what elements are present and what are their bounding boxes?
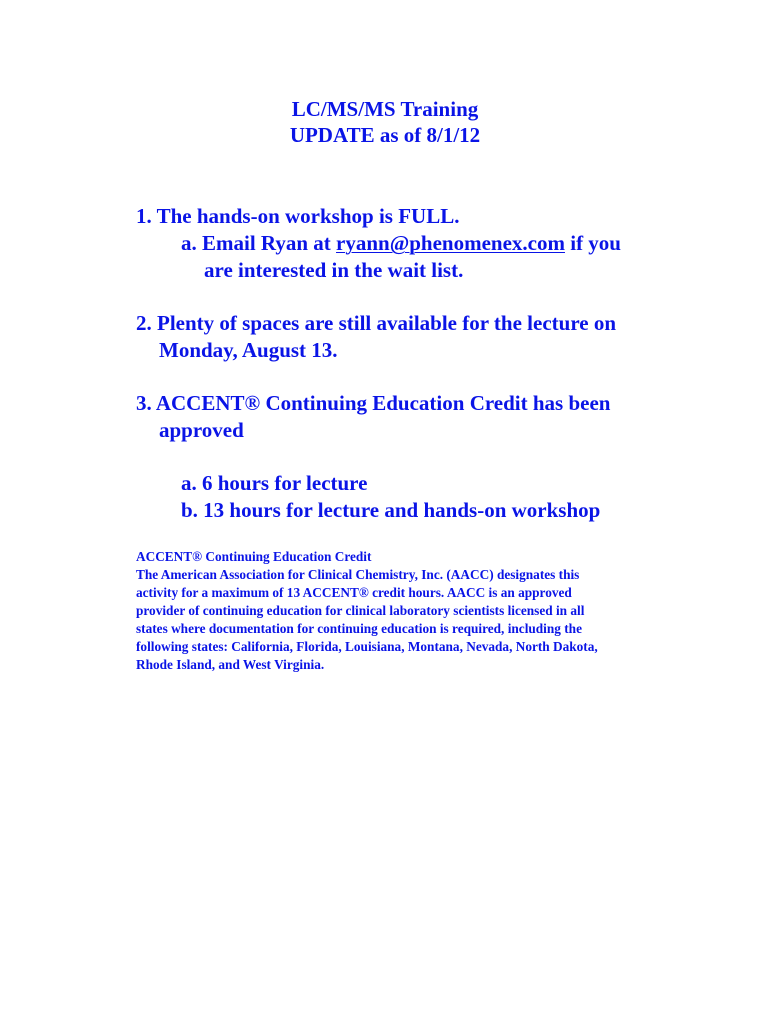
document-title: LC/MS/MS Training xyxy=(291,97,479,121)
item-3b-workshop-hours: b. 13 hours for lecture and hands-on workshop xyxy=(181,498,601,522)
item-3a-lecture-hours: a. 6 hours for lecture xyxy=(181,471,368,495)
item-1a-email-instruction xyxy=(181,230,621,257)
fine-print-heading: ACCENT® Continuing Education Credit xyxy=(136,549,372,564)
fine-print-line: Rhode Island, and West Virginia. xyxy=(136,657,325,672)
fine-print-line: activity for a maximum of 13 ACCENT® credit hours. AACC is an approved xyxy=(136,585,572,600)
fine-print-line: The American Association for Clinical Chemistry, Inc. (AACC) designates this xyxy=(136,567,580,582)
item-1a-prefix: a. Email Ryan at xyxy=(181,231,337,255)
item-1a-wait-list-text: are interested in the wait list. xyxy=(204,258,464,282)
item-2-lecture-spaces: 2. Plenty of spaces are still available for the lecture on xyxy=(136,311,617,335)
fine-print-line: states where documentation for continuing education is required, including the xyxy=(136,621,582,636)
item-1a-suffix: if you xyxy=(564,231,621,255)
item-3-approved: approved xyxy=(159,418,244,442)
item-1-workshop-full: 1. The hands-on workshop is FULL. xyxy=(136,204,460,228)
email-link-ryann[interactable]: ryann@phenomenex.com xyxy=(336,231,565,255)
fine-print-line: following states: California, Florida, Louisiana, Montana, Nevada, North Dakota, xyxy=(136,639,598,654)
update-date-subtitle: UPDATE as of 8/1/12 xyxy=(289,123,481,147)
item-2-lecture-date: Monday, August 13. xyxy=(159,338,338,362)
item-3-accent-credit: 3. ACCENT® Continuing Education Credit has been xyxy=(136,391,611,415)
fine-print-line: provider of continuing education for clinical laboratory scientists licensed in all xyxy=(136,603,585,618)
